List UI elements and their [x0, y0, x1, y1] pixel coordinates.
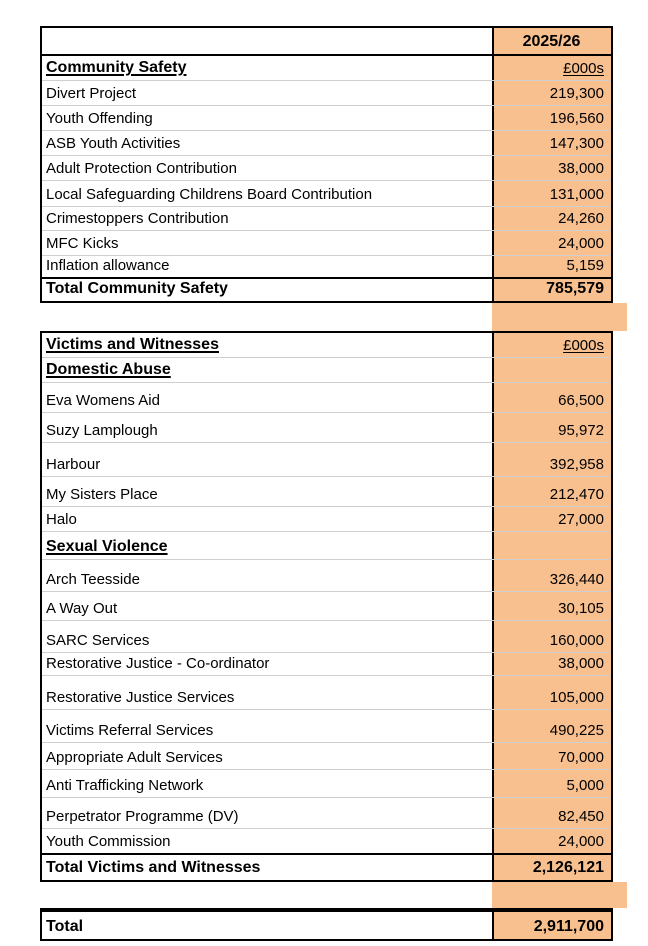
- row-label: Crimestoppers Contribution: [46, 210, 229, 228]
- table-row: [42, 591, 611, 620]
- row-label: Divert Project: [46, 85, 137, 103]
- row-label: Total Community Safety: [46, 280, 228, 298]
- row-label: MFC Kicks: [46, 235, 119, 253]
- grand-total-block: [40, 908, 613, 941]
- table-row: [42, 620, 611, 652]
- row-label: Suzy Lamplough: [46, 422, 158, 440]
- table-row: [42, 155, 611, 180]
- row-value: 131,000: [492, 181, 611, 206]
- header-row: [42, 28, 611, 54]
- row-value: 30,105: [492, 592, 611, 620]
- table-row: [42, 442, 611, 476]
- row-value: 2,911,700: [492, 912, 611, 939]
- row-value: 785,579: [492, 279, 611, 301]
- row-label: Adult Protection Contribution: [46, 160, 237, 178]
- section-row: [42, 54, 611, 80]
- row-label: Perpetrator Programme (DV): [46, 808, 239, 826]
- table-row: [42, 382, 611, 412]
- row-value: 212,470: [492, 477, 611, 506]
- row-value: £000s: [492, 56, 611, 80]
- table-row: [42, 797, 611, 828]
- row-value: [492, 358, 611, 382]
- row-label: Sexual Violence: [46, 538, 168, 556]
- table-row: [42, 80, 611, 105]
- row-value: 27,000: [492, 507, 611, 531]
- table-row: [42, 206, 611, 230]
- spacer-row: [40, 882, 613, 908]
- row-value: 2025/26: [492, 28, 611, 54]
- community-safety-block: [40, 26, 613, 303]
- row-value: 160,000: [492, 621, 611, 652]
- total-row: [42, 853, 611, 880]
- table-row: [42, 652, 611, 675]
- table-row: [42, 255, 611, 277]
- row-value: [492, 532, 611, 559]
- total-row: [42, 277, 611, 301]
- table-row: [42, 180, 611, 206]
- spacer-fill-band: [492, 303, 627, 331]
- row-value: 24,000: [492, 231, 611, 255]
- row-label: Total: [46, 918, 84, 936]
- section-row: [42, 333, 611, 357]
- row-value: 2,126,121: [492, 855, 611, 880]
- row-value: 490,225: [492, 710, 611, 742]
- table-row: [42, 130, 611, 155]
- row-value: 95,972: [492, 413, 611, 442]
- row-value: 196,560: [492, 106, 611, 130]
- row-label: Arch Teesside: [46, 571, 140, 589]
- table-row: [42, 828, 611, 853]
- row-value: 105,000: [492, 676, 611, 709]
- total-row: [42, 910, 611, 939]
- row-value: 219,300: [492, 81, 611, 105]
- row-label: My Sisters Place: [46, 486, 158, 504]
- table-row: [42, 559, 611, 591]
- victims-witnesses-block: [40, 331, 613, 882]
- row-label: Halo: [46, 511, 77, 529]
- row-label: Inflation allowance: [46, 257, 170, 275]
- row-label: Restorative Justice - Co-ordinator: [46, 655, 270, 673]
- row-label: Anti Trafficking Network: [46, 777, 204, 795]
- table-row: [42, 476, 611, 506]
- row-label: Total Victims and Witnesses: [46, 859, 261, 877]
- spacer-row: [40, 303, 613, 331]
- row-label: Domestic Abuse: [46, 361, 171, 379]
- table-row: [42, 105, 611, 130]
- row-value: 5,000: [492, 770, 611, 797]
- row-value: 82,450: [492, 798, 611, 828]
- table-row: [42, 506, 611, 531]
- row-label: A Way Out: [46, 600, 118, 618]
- spacer-fill-band: [492, 882, 627, 908]
- subsection-row: [42, 357, 611, 382]
- table-row: [42, 742, 611, 769]
- row-value: 66,500: [492, 383, 611, 412]
- row-label: Eva Womens Aid: [46, 392, 160, 410]
- row-value: 5,159: [492, 256, 611, 277]
- row-label: Local Safeguarding Childrens Board Contribution: [46, 186, 373, 204]
- table-row: [42, 675, 611, 709]
- row-value: 326,440: [492, 560, 611, 591]
- row-label: Restorative Justice Services: [46, 689, 235, 707]
- row-value: 392,958: [492, 443, 611, 476]
- row-label: Youth Commission: [46, 833, 171, 851]
- table-row: [42, 412, 611, 442]
- row-value: 24,000: [492, 829, 611, 853]
- subsection-row: [42, 531, 611, 559]
- table-row: [42, 230, 611, 255]
- table-row: [42, 769, 611, 797]
- row-label: Youth Offending: [46, 110, 153, 128]
- row-value: 147,300: [492, 131, 611, 155]
- row-value: 24,260: [492, 207, 611, 230]
- row-value: 70,000: [492, 743, 611, 769]
- row-label: SARC Services: [46, 632, 150, 650]
- table-row: [42, 709, 611, 742]
- row-label: ASB Youth Activities: [46, 135, 181, 153]
- budget-table: [40, 26, 613, 941]
- row-value: 38,000: [492, 156, 611, 180]
- row-label: Harbour: [46, 456, 101, 474]
- row-label: Appropriate Adult Services: [46, 749, 223, 767]
- row-value: 38,000: [492, 653, 611, 675]
- row-label: Victims Referral Services: [46, 722, 214, 740]
- row-label: Victims and Witnesses: [46, 336, 219, 354]
- row-label: Community Safety: [46, 59, 187, 77]
- row-label: [42, 28, 492, 54]
- row-value: £000s: [492, 333, 611, 357]
